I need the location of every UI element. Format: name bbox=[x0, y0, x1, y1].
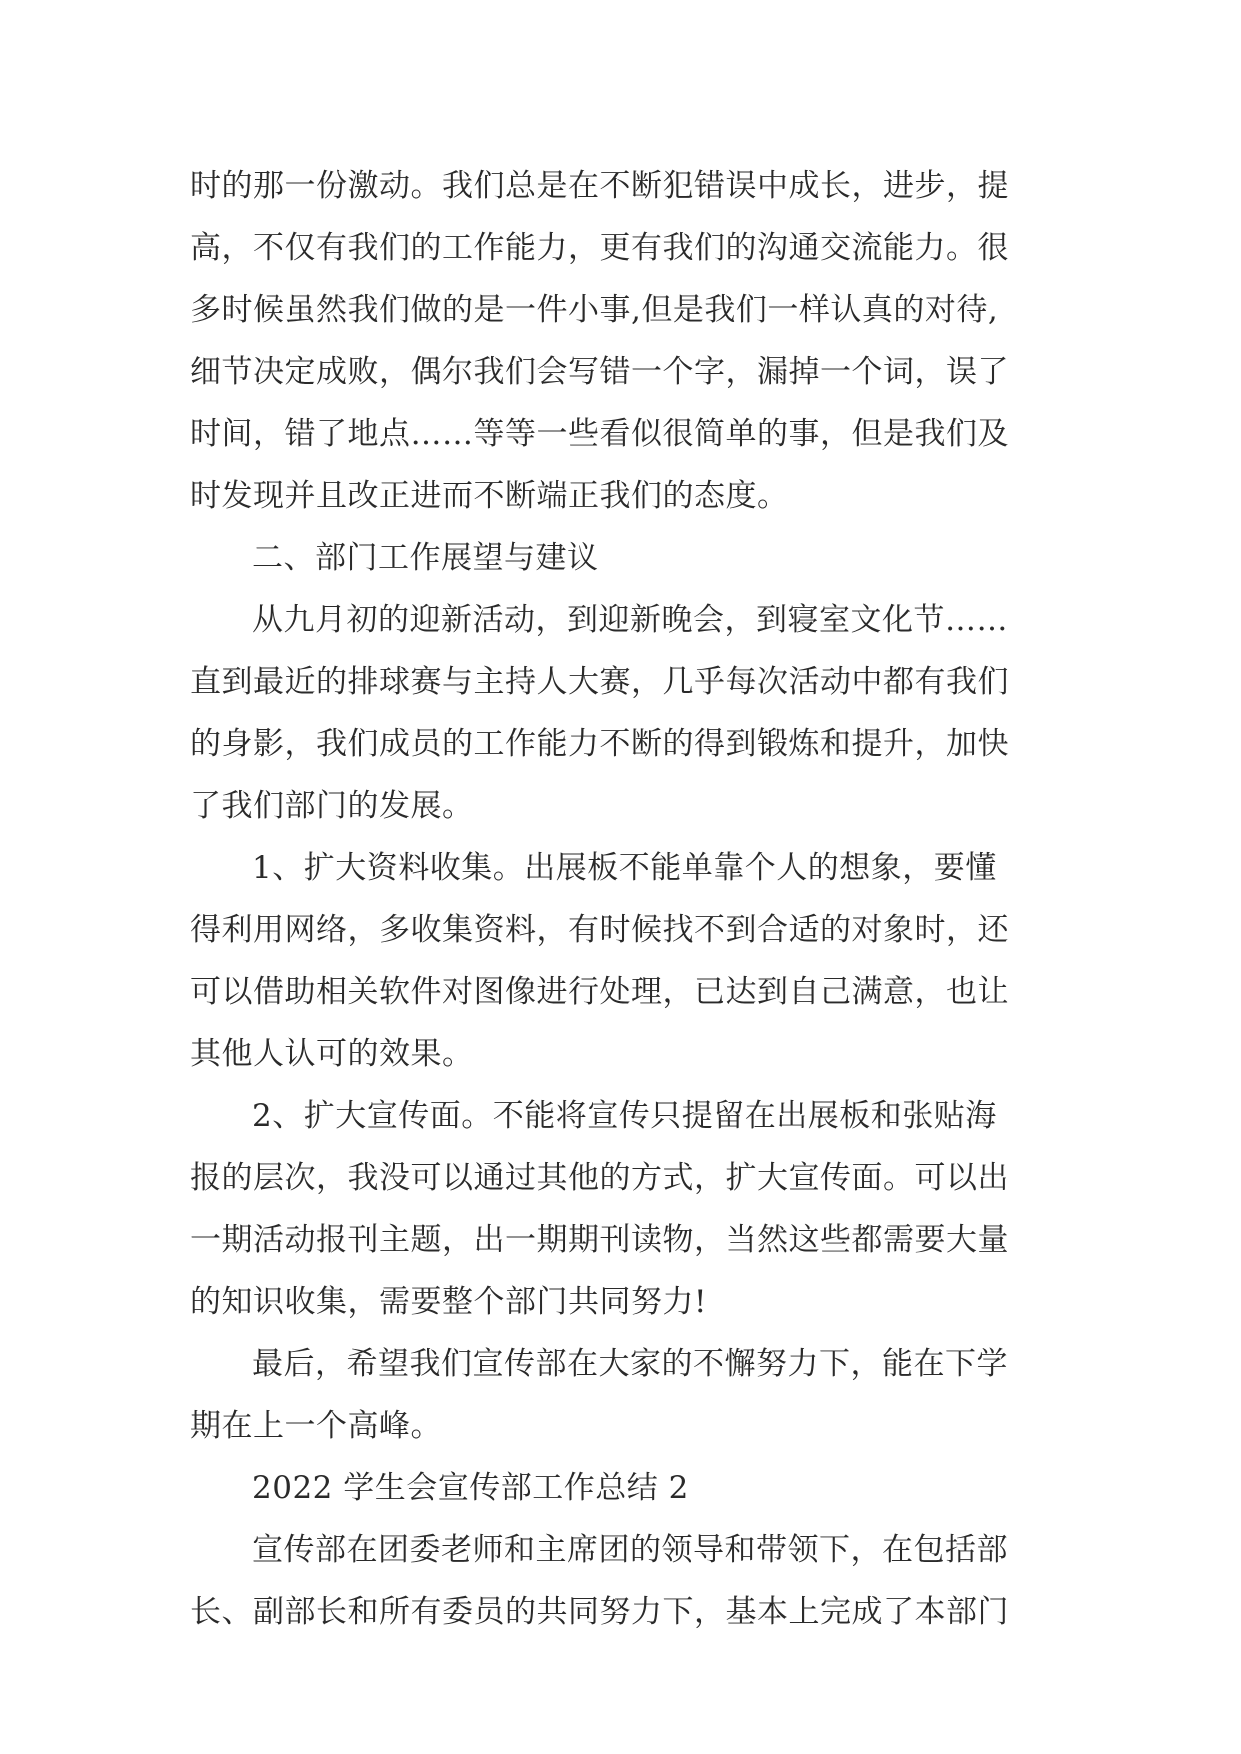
paragraph-line: 期在上一个高峰。 bbox=[190, 1408, 442, 1444]
paragraph-line: 细节决定成败，偶尔我们会写错一个字，漏掉一个词，误了 bbox=[190, 354, 1009, 390]
paragraph-line: 的身影，我们成员的工作能力不断的得到锻炼和提升，加快 bbox=[190, 726, 1009, 762]
paragraph-line: 其他人认可的效果。 bbox=[190, 1036, 474, 1072]
paragraph-line: 一期活动报刊主题，出一期期刊读物，当然这些都需要大量 bbox=[190, 1222, 1009, 1258]
paragraph-line: 最后，希望我们宣传部在大家的不懈努力下，能在下学 bbox=[252, 1346, 1008, 1382]
paragraph-line: 从九月初的迎新活动，到迎新晚会，到寝室文化节…… bbox=[252, 602, 1008, 638]
paragraph-line: 时发现并且改正进而不断端正我们的态度。 bbox=[190, 478, 789, 514]
paragraph-line: 时的那一份激动。我们总是在不断犯错误中成长，进步，提 bbox=[190, 168, 1009, 204]
list-item-line: 1、扩大资料收集。出展板不能单靠个人的想象，要懂 bbox=[252, 850, 997, 886]
paragraph-line: 了我们部门的发展。 bbox=[190, 788, 474, 824]
paragraph-line: 宣传部在团委老师和主席团的领导和带领下，在包括部 bbox=[252, 1532, 1008, 1568]
section-heading: 二、部门工作展望与建议 bbox=[252, 540, 599, 576]
section-title: 2022 学生会宣传部工作总结 2 bbox=[252, 1470, 689, 1506]
paragraph-line: 得利用网络，多收集资料，有时候找不到合适的对象时，还 bbox=[190, 912, 1009, 948]
paragraph-line: 可以借助相关软件对图像进行处理，已达到自己满意，也让 bbox=[190, 974, 1009, 1010]
paragraph-line: 直到最近的排球赛与主持人大赛，几乎每次活动中都有我们 bbox=[190, 664, 1009, 700]
list-item-line: 2、扩大宣传面。不能将宣传只提留在出展板和张贴海 bbox=[252, 1098, 997, 1134]
paragraph-line: 长、副部长和所有委员的共同努力下，基本上完成了本部门 bbox=[190, 1594, 1009, 1630]
document-body bbox=[190, 155, 1070, 1643]
paragraph-line: 多时候虽然我们做的是一件小事,但是我们一样认真的对待, bbox=[190, 292, 999, 328]
paragraph-line: 时间，错了地点……等等一些看似很简单的事，但是我们及 bbox=[190, 416, 1009, 452]
paragraph-line: 报的层次，我没可以通过其他的方式，扩大宣传面。可以出 bbox=[190, 1160, 1009, 1196]
paragraph-line: 高，不仅有我们的工作能力，更有我们的沟通交流能力。很 bbox=[190, 230, 1009, 266]
paragraph-line: 的知识收集，需要整个部门共同努力! bbox=[190, 1284, 707, 1320]
